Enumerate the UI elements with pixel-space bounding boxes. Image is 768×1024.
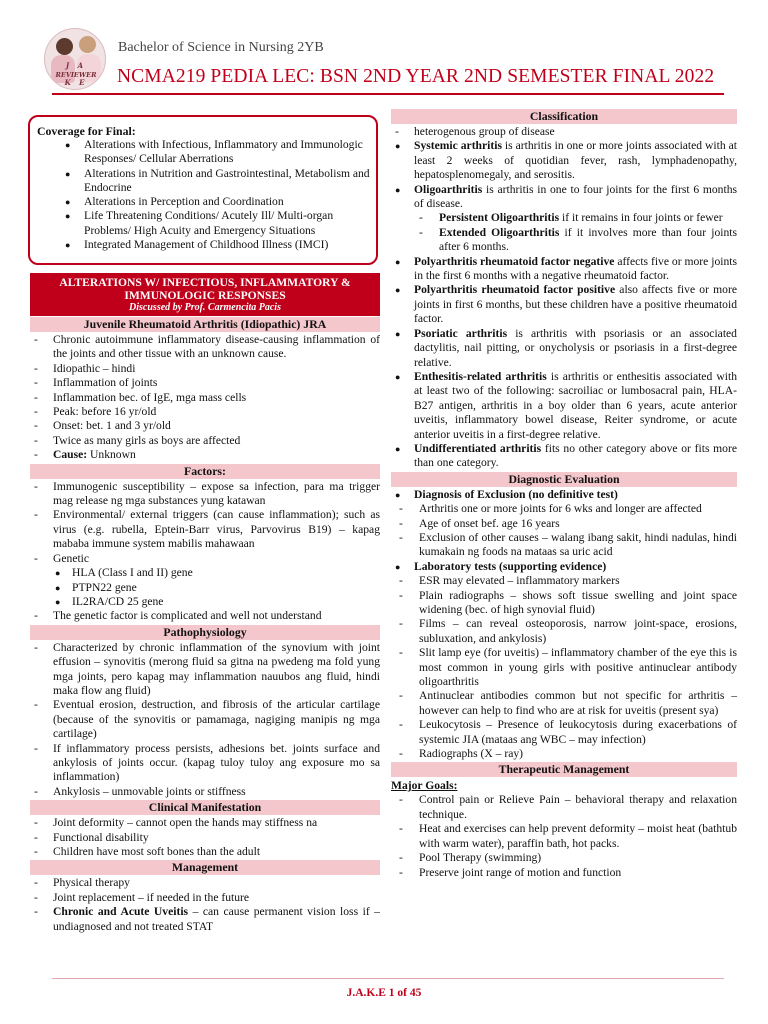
list-item: - If inflammatory process persists, adhesions bet. joints surface and ankylosis of joints occur. (kapag tuloy tuloy ang exposure mo sa inflammation) (30, 742, 380, 785)
list-item: - Inflammation of joints (30, 376, 380, 390)
list-item: - Idiopathic – hindi (30, 362, 380, 376)
list-item: - Children have most soft bones than the adult (30, 845, 380, 859)
factors-heading: Factors: (30, 464, 380, 479)
classification-list (391, 139, 737, 211)
list-item: - Physical therapy (30, 876, 380, 890)
diagnostic-lab (391, 560, 737, 574)
uveitis-text: – can cause permanent vision loss if – undiagnosed and not treated STAT (53, 905, 380, 933)
term-label: Enthesitis-related arthritis (414, 369, 547, 383)
right-column (391, 108, 737, 880)
list-item (391, 255, 737, 284)
list-item: ● PTPN22 gene (53, 581, 380, 595)
list-item: - Antinuclear antibodies common but not specific for arthritis – however can help to find who are at risk for uveitis (present sya) (391, 689, 737, 718)
list-item: - Chronic autoimmune inflammatory disease-causing inflammation of the joints and other tissue with an unknown cause. (30, 333, 380, 362)
list-item (391, 139, 737, 182)
list-item: - Environmental/ external triggers (can cause inflammation); such as virus (e.g. rubella, Eptein-Barr virus, Parvovirus B19) – kapag mababa immune system mabilis mahawaan (30, 508, 380, 551)
list-item: - Joint replacement – if needed in the future (30, 891, 380, 905)
list-item (391, 327, 737, 370)
list-item: - Eventual erosion, destruction, and fibrosis of the articular cartilage (because of the synovitis or pamamaga, nagiging manipis ng mga cartilage) (30, 698, 380, 741)
program-subtitle: Bachelor of Science in Nursing 2YB (118, 40, 324, 55)
classification-list-cont (391, 255, 737, 471)
list-item: - Radiographs (X – ray) (391, 747, 737, 761)
classification-heading: Classification (391, 109, 737, 124)
list-item (391, 283, 737, 326)
list-item: - Slit lamp eye (for uveitis) – inflammatory chamber of the eye this is most common in young girls with positive antinuclear antibody oligoarthritis (391, 646, 737, 689)
list-item: - ESR may elevated – inflammatory markers (391, 574, 737, 588)
list-item (391, 370, 737, 442)
management-heading: Management (30, 860, 380, 875)
list-item (391, 560, 737, 574)
term-label: Diagnosis of Exclusion (no definitive test) (414, 487, 618, 501)
section-title: ALTERATIONS W/ INFECTIOUS, INFLAMMATORY & IMMUNOLOGIC RESPONSES (59, 276, 351, 302)
jra-heading: Juvenile Rheumatoid Arthritis (Idiopathic) JRA (30, 317, 380, 332)
page-footer: J.A.K.E 1 of 45 (346, 987, 422, 999)
cause-label: Cause: (53, 448, 88, 462)
list-item: - Functional disability (30, 831, 380, 845)
oligo-subtypes (395, 211, 737, 254)
classification-intro (391, 125, 737, 139)
list-item (30, 448, 380, 462)
list-item: - Exclusion of other causes – walang ibang sakit, hindi nadulas, hindi kumakain ng foods na mataas sa uric acid (391, 531, 737, 560)
list-item: - Preserve joint range of motion and function (391, 866, 737, 880)
coverage-item: ● Alterations with Infectious, Inflammatory and Immunologic Responses/ Cellular Aberrations (65, 138, 370, 167)
section-lecturer: Discussed by Prof. Carmencita Pacis (129, 302, 281, 313)
term-label: Polyarthritis rheumatoid factor negative (414, 254, 615, 268)
list-item (391, 442, 737, 471)
list-item: - Heat and exercises can help prevent deformity – moist heat (bathtub with warm water), paraffin bath, hot packs. (391, 822, 737, 851)
list-item: - heterogenous group of disease (391, 125, 737, 139)
list-item: - Twice as many girls as boys are affected (30, 434, 380, 448)
term-text: if it involves more than four joints after 6 months. (439, 225, 737, 254)
term-label: Polyarthritis rheumatoid factor positive (414, 283, 616, 297)
term-text: fits no other category above or fits more than one category. (414, 441, 737, 470)
logo-text-top: J A (65, 61, 87, 70)
section-header (30, 273, 380, 316)
term-text: if it remains in four joints or fewer (559, 211, 723, 225)
term-label: Oligoarthritis (414, 182, 483, 196)
list-item: - Joint deformity – cannot open the hands may stiffness na (30, 816, 380, 830)
term-label: Psoriatic arthritis (414, 326, 508, 340)
term-text: also affects five or more joints in first 6 months, but these children have a positive rheumatoid factor. (414, 283, 737, 326)
list-item: - Genetic (30, 552, 380, 566)
lab-list (391, 574, 737, 761)
list-item: ● IL2RA/CD 25 gene (53, 595, 380, 609)
logo-text-middle: REVIEWER (55, 71, 97, 79)
clinical-heading: Clinical Manifestation (30, 800, 380, 815)
term-label: Extended Oligoarthritis (439, 225, 560, 239)
coverage-box (28, 115, 378, 265)
pathophysiology-list (30, 641, 380, 799)
list-item: - Control pain or Relieve Pain – behavioral therapy and relaxation technique. (391, 793, 737, 822)
list-item: - Ankylosis – unmovable joints or stiffness (30, 785, 380, 799)
term-text: is arthritis in one or more joints associated with at least 2 weeks of quotidian fever, rash, lymphadenopathy, hepatosplenomegaly, and serositis. (414, 139, 737, 182)
therapeutic-list (391, 793, 737, 879)
logo-face-left (56, 38, 73, 55)
coverage-item: ● Integrated Management of Childhood Illness (IMCI) (65, 238, 370, 252)
list-item (395, 211, 737, 225)
left-column (30, 273, 380, 934)
clinical-list (30, 816, 380, 859)
list-item: - Leukocytosis – Presence of leukocytosis during exacerbations of systemic JIA (mataas ang WBC – may infection) (391, 718, 737, 747)
logo-text-bottom: K E (64, 78, 88, 87)
reviewer-logo (44, 28, 106, 90)
uveitis-label: Chronic and Acute Uveitis (53, 905, 189, 919)
document-title: NCMA219 PEDIA LEC: BSN 2ND YEAR 2ND SEMESTER FINAL 2022 (117, 66, 715, 87)
term-text: is arthritis in one to four joints for the first 6 months of disease. (414, 182, 737, 211)
list-item (395, 226, 737, 255)
term-label: Undifferentiated arthritis (414, 441, 542, 455)
list-item: - Characterized by chronic inflammation of the synovium with joint effusion – synovitis (merong fluid sa gitna na pwedeng ma fold yung mga joints, pero kapag may inflammation nauubos ang fluid, hindi maka flow ang fluid) (30, 641, 380, 699)
exclusion-list (391, 502, 737, 560)
coverage-item: ● Life Threatening Conditions/ Acutely Ill/ Multi-organ Problems/ High Acuity and Emergency Situations (65, 209, 370, 238)
list-item: - Immunogenic susceptibility – expose sa infection, para ma trigger mag release ng mga substances yung katawan (30, 480, 380, 509)
list-item: ● HLA (Class I and II) gene (53, 566, 380, 580)
term-label: Laboratory tests (supporting evidence) (414, 559, 607, 573)
list-item (391, 183, 737, 212)
term-label: Systemic arthritis (414, 139, 502, 153)
factors-list (30, 480, 380, 566)
footer-divider (52, 978, 724, 979)
term-text: is arthritis with psoriasis or an associated dactylitis, nail pitting, or onycholysis or psoriasis in a first-degree relative. (414, 326, 737, 369)
factors-list-end (30, 609, 380, 623)
logo-face-right (79, 36, 96, 53)
list-item: - Onset: bet. 1 and 3 yr/old (30, 419, 380, 433)
list-item: - Peak: before 16 yr/old (30, 405, 380, 419)
list-item: - Arthritis one or more joints for 6 wks and longer are affected (391, 502, 737, 516)
pathophysiology-heading: Pathophysiology (30, 625, 380, 640)
list-item: - Plain radiographs – shows soft tissue swelling and joint space widening (bec. of high synovial fluid) (391, 589, 737, 618)
genetic-list (53, 566, 380, 609)
diagnostic-heading: Diagnostic Evaluation (391, 472, 737, 487)
list-item: - The genetic factor is complicated and well not understand (30, 609, 380, 623)
therapeutic-heading: Therapeutic Management (391, 762, 737, 777)
term-text: is arthritis or enthesitis associated with at least two of the following: sacroiliac or lumbosacral pain, HLA-B27 antigen, arthritis in a boy older than 6 years, acute anterior uveitis, inflammatory bowel disease, Reiter syndrome, or acute anterior uveitis in a first-degree relative. (414, 369, 737, 441)
diagnostic-exclusion (391, 488, 737, 502)
header-divider (52, 93, 724, 95)
major-goals-label: Major Goals: (391, 779, 458, 793)
term-text: affects five or more joints in the first 6 months with a negative rheumatoid factor. (414, 254, 737, 283)
coverage-item: ● Alterations in Nutrition and Gastrointestinal, Metabolism and Endocrine (65, 167, 370, 196)
cause-text: Unknown (87, 448, 136, 462)
list-item (30, 905, 380, 934)
coverage-title: Coverage for Final: (37, 124, 136, 138)
list-item: - Films – can reveal osteoporosis, narrow joint-space, erosions, subluxation, and ankylosis) (391, 617, 737, 646)
list-item: - Age of onset bef. age 16 years (391, 517, 737, 531)
term-label: Persistent Oligoarthritis (439, 211, 560, 225)
coverage-item: ● Alterations in Perception and Coordination (65, 195, 370, 209)
list-item: - Inflammation bec. of IgE, mga mass cells (30, 391, 380, 405)
jra-list (30, 333, 380, 463)
list-item (391, 488, 737, 502)
list-item: - Pool Therapy (swimming) (391, 851, 737, 865)
management-list (30, 876, 380, 934)
coverage-list (65, 138, 370, 252)
